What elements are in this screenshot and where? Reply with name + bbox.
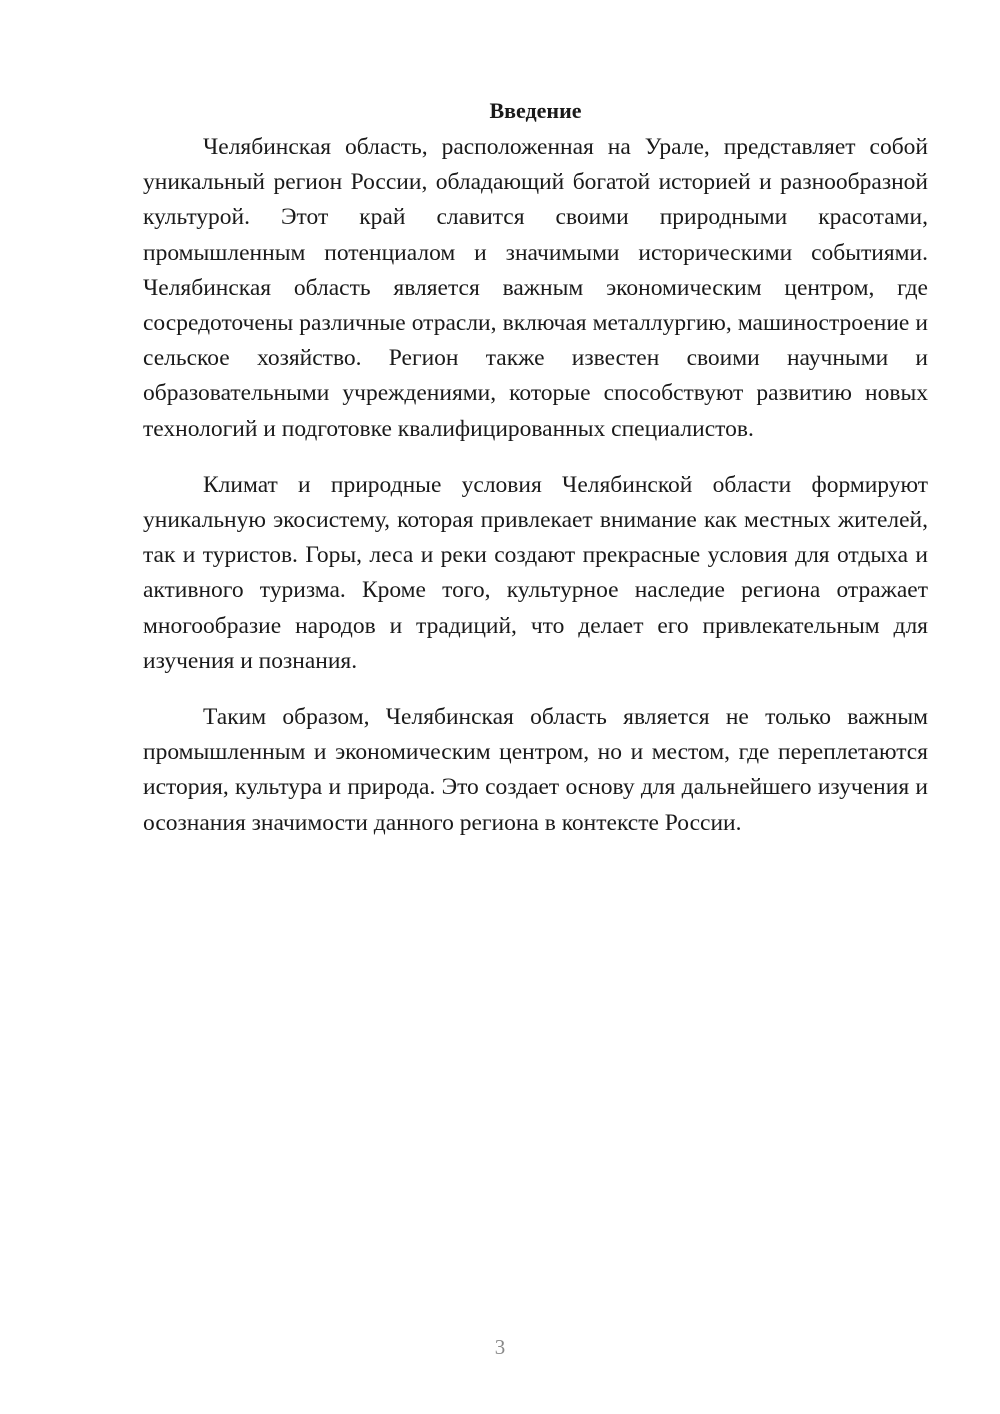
paragraph-1: Челябинская область, расположенная на Урале, представляет собой уникальный регион России, обладающий богатой историей и разнообразной культурой. Этот край славится своими природными красотами, промышленным потенциалом и значимыми историческими событиями. Челябинская область является важным экономическим центром, где сосредоточены различные отрасли, включая металлургию, машиностроение и сельское хозяйство. Регион также известен своими научными и образовательными учреждениями, которые способствуют развитию новых технологий и подготовке квалифицированных специалистов. xyxy=(143,134,928,442)
page-content xyxy=(143,96,928,841)
section-heading: Введение xyxy=(489,98,582,123)
paragraph-2: Климат и природные условия Челябинской области формируют уникальную экосистему, которая привлекает внимание как местных жителей, так и туристов. Горы, леса и реки создают прекрасные условия для отдыха и активного туризма. Кроме того, культурное наследие региона отражает многообразие народов и традиций, что делает его привлекательным для изучения и познания. xyxy=(143,471,928,674)
page-number: 3 xyxy=(494,1335,506,1359)
paragraph-3: Таким образом, Челябинская область является не только важным промышленным и экономическим центром, но и местом, где переплетаются история, культура и природа. Это создает основу для дальнейшего изучения и осознания значимости данного региона в контексте России. xyxy=(143,704,928,836)
